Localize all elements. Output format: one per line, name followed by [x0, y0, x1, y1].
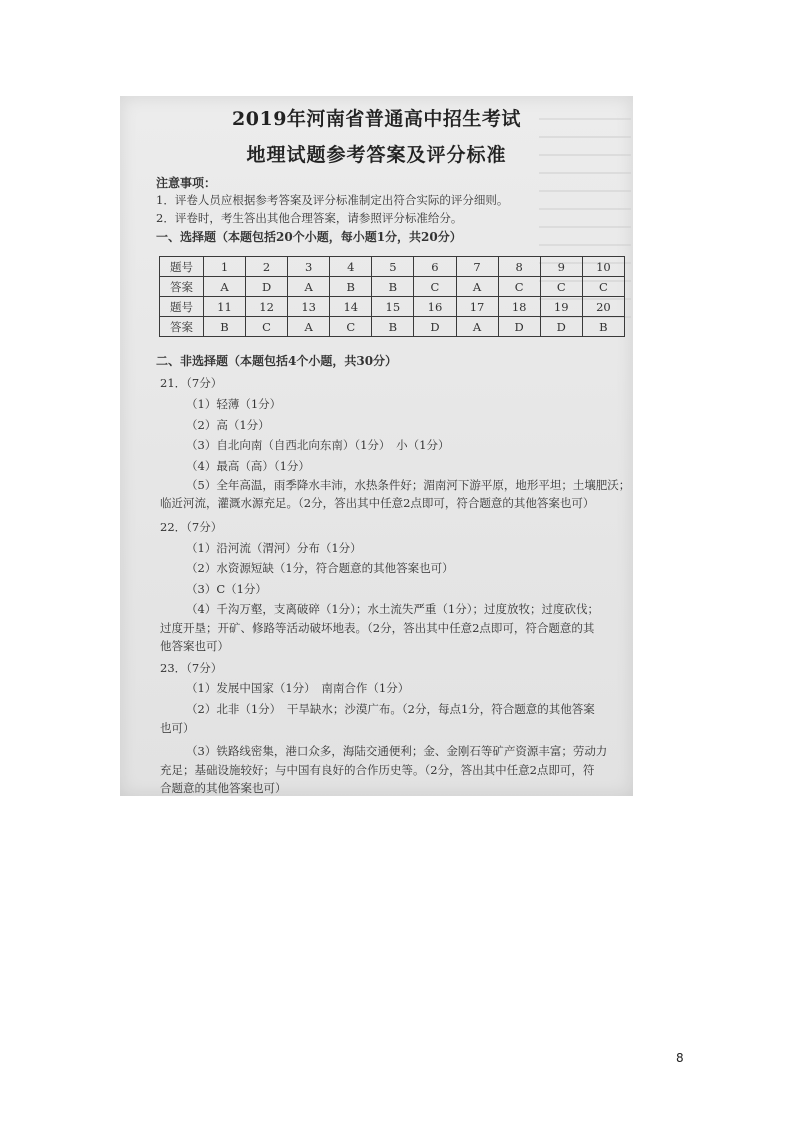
table-row: [160, 317, 625, 337]
answer-line: （1）发展中国家（1分） 南南合作（1分）: [186, 681, 410, 695]
section2-heading: 二、非选择题（本题包括4个小题，共30分）: [156, 354, 398, 368]
table-cell: A: [288, 317, 330, 337]
table-cell: D: [498, 317, 540, 337]
table-cell: 题号: [160, 297, 204, 317]
table-cell: 13: [288, 297, 330, 317]
table-cell: 8: [498, 257, 540, 277]
table-cell: 7: [456, 257, 498, 277]
note-item: 2．评卷时，考生答出其他合理答案，请参照评分标准给分。: [156, 211, 463, 225]
table-row: [160, 297, 625, 317]
table-cell: 3: [288, 257, 330, 277]
note-item: 1．评卷人员应根据参考答案及评分标准制定出符合实际的评分细则。: [156, 193, 509, 207]
answer-line: （1）轻薄（1分）: [186, 397, 282, 411]
table-cell: D: [414, 317, 456, 337]
table-row: [160, 277, 625, 297]
table-cell: A: [456, 277, 498, 297]
table-cell: A: [203, 277, 245, 297]
question-heading: 23．（7分）: [160, 661, 223, 675]
answer-line: 他答案也可）: [160, 639, 229, 653]
answer-line: （1）沿河流（渭河）分布（1分）: [186, 541, 362, 555]
answer-line: （2）北非（1分） 干旱缺水；沙漠广布。（2分，每点1分，符合题意的其他答案: [186, 702, 595, 716]
table-cell: 1: [203, 257, 245, 277]
answer-line: 合题意的其他答案也可）: [160, 781, 287, 795]
answer-line: （3）铁路线密集，港口众多，海陆交通便利；金、金刚石等矿产资源丰富；劳动力: [186, 744, 608, 758]
answer-line: （2）水资源短缺（1分，符合题意的其他答案也可）: [186, 561, 454, 575]
table-cell: 12: [246, 297, 288, 317]
answer-line: 也可）: [160, 721, 195, 735]
answer-line: 临近河流，灌溉水源充足。（2分，答出其中任意2点即可，符合题意的其他答案也可）: [160, 496, 595, 510]
answer-table: [159, 256, 625, 337]
table-cell: B: [203, 317, 245, 337]
table-cell: C: [414, 277, 456, 297]
table-cell: 2: [246, 257, 288, 277]
table-cell: 6: [414, 257, 456, 277]
table-cell: A: [456, 317, 498, 337]
table-cell: B: [372, 277, 414, 297]
answer-line: 充足；基础设施较好；与中国有良好的合作历史等。（2分，答出其中任意2点即可，符: [160, 763, 595, 777]
table-row: [160, 257, 625, 277]
table-cell: 4: [330, 257, 372, 277]
table-cell: 题号: [160, 257, 204, 277]
table-cell: 18: [498, 297, 540, 317]
table-cell: C: [498, 277, 540, 297]
table-cell: 11: [203, 297, 245, 317]
answer-line: （5）全年高温，雨季降水丰沛，水热条件好；湄南河下游平原，地形平坦；土壤肥沃；: [186, 478, 631, 492]
table-cell: 20: [582, 297, 624, 317]
table-cell: 答案: [160, 277, 204, 297]
question-heading: 22．（7分）: [160, 520, 223, 534]
answer-line: （4）千沟万壑，支离破碎（1分）；水土流失严重（1分）；过度放牧；过度砍伐；: [186, 602, 599, 616]
table-cell: D: [246, 277, 288, 297]
table-cell: 5: [372, 257, 414, 277]
answer-line: （3）自北向南（自西北向东南）（1分） 小（1分）: [186, 438, 450, 452]
table-cell: B: [330, 277, 372, 297]
table-cell: C: [540, 277, 582, 297]
table-cell: C: [330, 317, 372, 337]
answer-line: （3）C（1分）: [186, 582, 267, 596]
table-cell: D: [540, 317, 582, 337]
section1-heading: 一、选择题（本题包括20个小题，每小题1分，共20分）: [156, 230, 462, 244]
table-cell: 15: [372, 297, 414, 317]
table-cell: 10: [582, 257, 624, 277]
scanned-answer-sheet-photo: [120, 96, 633, 796]
table-cell: 17: [456, 297, 498, 317]
table-cell: 答案: [160, 317, 204, 337]
table-cell: 16: [414, 297, 456, 317]
table-cell: C: [246, 317, 288, 337]
question-heading: 21．（7分）: [160, 376, 223, 390]
page-title: 2019年河南省普通高中招生考试: [232, 108, 521, 130]
page-subtitle: 地理试题参考答案及评分标准: [246, 144, 507, 166]
answer-line: （4）最高（高）（1分）: [186, 459, 310, 473]
table-cell: A: [288, 277, 330, 297]
table-cell: 9: [540, 257, 582, 277]
notes-heading: 注意事项：: [156, 176, 217, 190]
answer-line: （2）高（1分）: [186, 418, 270, 432]
table-cell: B: [582, 317, 624, 337]
table-cell: 14: [330, 297, 372, 317]
table-cell: C: [582, 277, 624, 297]
answer-line: 过度开垦；开矿、修路等活动破坏地表。（2分，答出其中任意2点即可，符合题意的其: [160, 621, 595, 635]
table-cell: B: [372, 317, 414, 337]
page-number: 8: [676, 1051, 684, 1065]
table-cell: 19: [540, 297, 582, 317]
